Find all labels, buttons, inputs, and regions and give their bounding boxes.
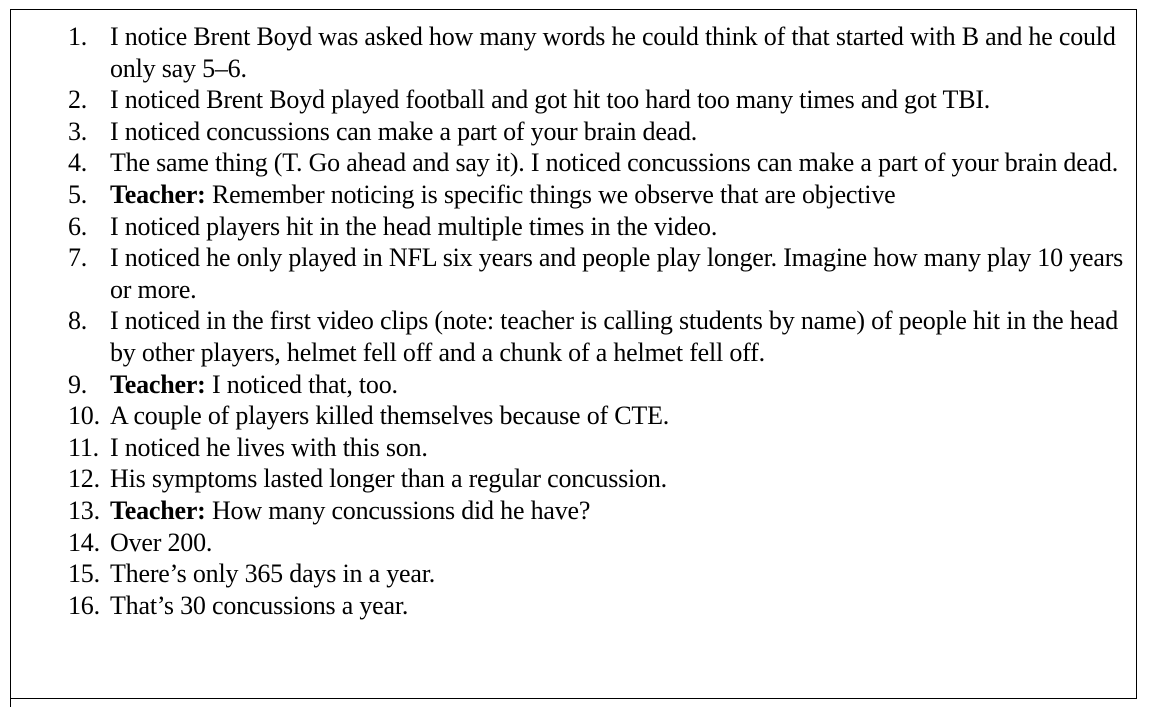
transcript-line-14: [68, 527, 1126, 559]
utterance: I notice Brent Boyd was asked how many words he could think of that started with B and he could only say 5–6.: [110, 22, 1116, 83]
utterance: I noticed concussions can make a part of your brain dead.: [110, 116, 698, 146]
utterance: Over 200.: [110, 527, 213, 557]
line-number: 14.: [68, 527, 100, 557]
line-number: 4.: [68, 148, 88, 178]
page-edge-mark: [10, 699, 11, 707]
utterance: I noticed he only played in NFL six years and people play longer. Imagine how many play 10 years or more.: [110, 243, 1124, 304]
speaker-label: Teacher:: [110, 495, 206, 525]
utterance: I noticed players hit in the head multiple times in the video.: [110, 211, 718, 241]
line-text: [110, 558, 1126, 590]
line-number: 16.: [68, 590, 100, 620]
utterance: How many concussions did he have?: [205, 495, 591, 525]
transcript-line-16: [68, 590, 1126, 622]
transcript-line-10: [68, 400, 1126, 432]
line-text: [110, 305, 1126, 368]
line-text: [110, 495, 1126, 527]
transcript-line-9: [68, 369, 1126, 401]
line-number: 1.: [68, 22, 88, 51]
utterance: The same thing (T. Go ahead and say it). I noticed concussions can make a part of your brain dead.: [110, 148, 1119, 178]
utterance: That’s 30 concussions a year.: [110, 590, 409, 620]
transcript-line-11: [68, 432, 1126, 464]
line-number: 2.: [68, 85, 88, 115]
transcript-line-4: [68, 147, 1126, 179]
transcript-line-15: [68, 558, 1126, 590]
transcript-line-13: [68, 495, 1126, 527]
line-number: 13.: [68, 495, 100, 525]
line-number: 7.: [68, 243, 88, 273]
line-text: [110, 527, 1126, 559]
line-text: [110, 400, 1126, 432]
transcript-line-12: [68, 463, 1126, 495]
line-number: 11.: [68, 432, 99, 462]
line-number: 10.: [68, 401, 100, 431]
speaker-label: Teacher:: [110, 369, 206, 399]
line-text: [110, 463, 1126, 495]
speaker-label: Teacher:: [110, 179, 206, 209]
transcript-line-1: [68, 21, 1126, 84]
transcript-line-6: [68, 211, 1126, 243]
transcript-line-5: [68, 179, 1126, 211]
utterance: There’s only 365 days in a year.: [110, 559, 436, 589]
line-text: [110, 21, 1126, 84]
line-text: [110, 84, 1126, 116]
line-text: [110, 590, 1126, 622]
line-text: [110, 179, 1126, 211]
line-number: 12.: [68, 464, 100, 494]
line-number: 9.: [68, 369, 88, 399]
line-number: 5.: [68, 179, 88, 209]
utterance: His symptoms lasted longer than a regular concussion.: [110, 464, 667, 494]
transcript-line-7: [68, 242, 1126, 305]
utterance: I noticed that, too.: [205, 369, 398, 399]
transcript-line-8: [68, 305, 1126, 368]
line-text: [110, 147, 1126, 179]
utterance: I noticed he lives with this son.: [110, 432, 428, 462]
line-text: [110, 211, 1126, 243]
line-number: 8.: [68, 306, 88, 336]
utterance: Remember noticing is specific things we observe that are objective: [205, 179, 896, 209]
transcript-line-3: [68, 116, 1126, 148]
line-text: [110, 432, 1126, 464]
transcript-list: [68, 21, 1126, 621]
line-number: 6.: [68, 211, 88, 241]
line-text: [110, 116, 1126, 148]
line-text: [110, 242, 1126, 305]
line-number: 3.: [68, 116, 88, 146]
utterance: I noticed Brent Boyd played football and got hit too hard too many times and got TBI.: [110, 85, 991, 115]
utterance: A couple of players killed themselves because of CTE.: [110, 401, 670, 431]
line-text: [110, 369, 1126, 401]
transcript-line-2: [68, 84, 1126, 116]
utterance: I noticed in the first video clips (note: teacher is calling students by name) of people hit in the head by other players, helmet fell off and a chunk of a helmet fell off.: [110, 306, 1119, 367]
line-number: 15.: [68, 559, 100, 589]
